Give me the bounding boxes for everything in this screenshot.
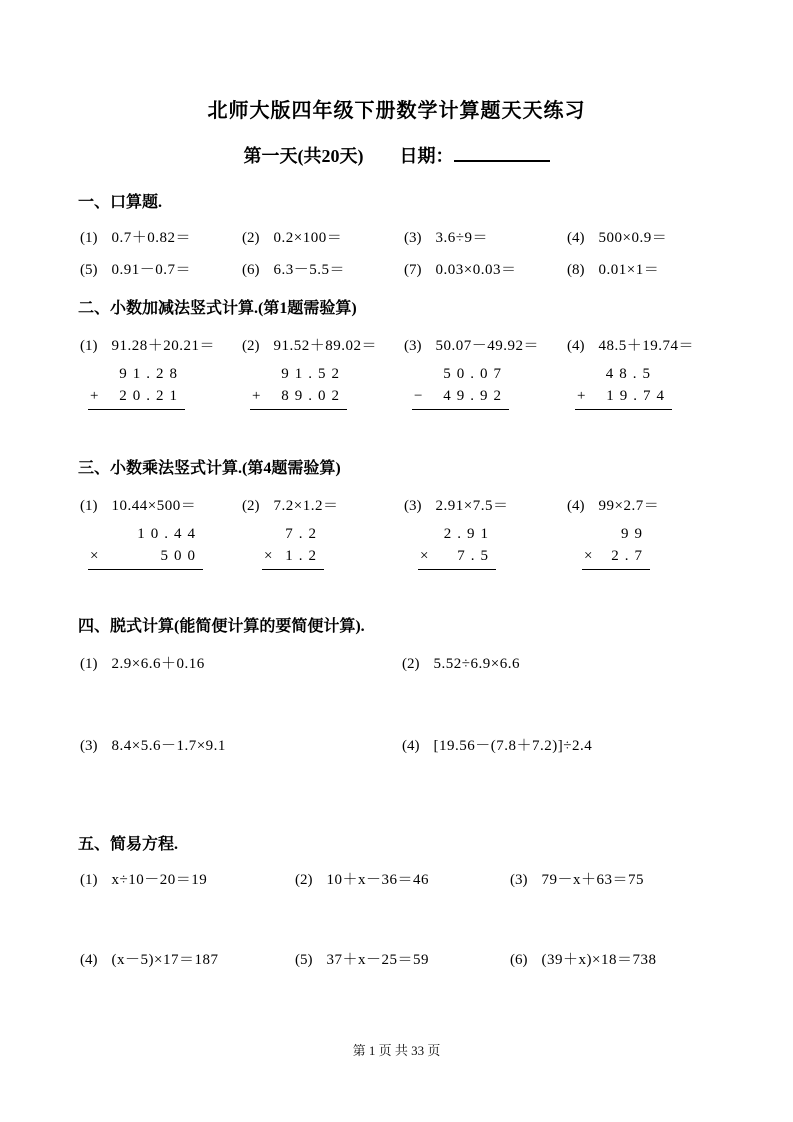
section-decimal-multiplication [78,458,715,570]
worksheet-title: 北师大版四年级下册数学计算题天天练习 [207,100,586,122]
problem-number: (4) [567,498,585,514]
problem-number: (4) [567,338,585,354]
problem-number: (5) [80,262,98,278]
problem-item [80,336,242,356]
problem-expression: x÷10－20＝19 [111,872,208,888]
problem-number: (2) [242,498,260,514]
vertical-operator: + [577,388,586,404]
problem-expression: 10＋x－36＝46 [326,872,430,888]
vertical-bottom-number: 89.02 [281,388,345,404]
problem-number: (2) [402,656,420,672]
vertical-calculation [575,364,672,410]
problem-item [295,950,510,970]
problem-expression: 91.52＋89.02＝ [273,338,378,354]
problem-item [402,654,715,674]
problem-number: (6) [510,952,528,968]
problem-expression: 0.2×100＝ [273,230,343,246]
problem-number: (2) [295,872,313,888]
problem-expression: 10.44×500＝ [111,498,197,514]
problem-row [78,228,715,248]
vertical-top-number: 99 [621,526,648,542]
vertical-calculation [418,524,496,570]
vertical-calc-row [78,524,715,570]
vertical-calculation [582,524,650,570]
problem-expression: 0.7＋0.82＝ [111,230,192,246]
problem-item [242,260,404,280]
problem-item [404,228,567,248]
problem-item [567,336,715,356]
vertical-operator: × [264,548,273,564]
day-count-label: 第一天(共20天) [243,146,364,166]
problem-number: (4) [402,738,420,754]
vertical-bottom-line [262,546,324,570]
vertical-operator: + [90,388,99,404]
problem-number: (8) [567,262,585,278]
page-number: 第 1 页 共 33 页 [352,1043,441,1058]
section-decimal-add-sub [78,298,715,410]
problem-number: (1) [80,872,98,888]
problem-expression: 0.91－0.7＝ [111,262,192,278]
problem-expression: 8.4×5.6－1.7×9.1 [111,738,226,754]
problem-item [80,228,242,248]
problem-expression: 500×0.9＝ [598,230,668,246]
problem-expression: 0.03×0.03＝ [435,262,517,278]
vertical-top-number: 2.91 [443,526,494,542]
problem-expression: (x－5)×17＝187 [111,952,219,968]
problem-number: (3) [404,338,422,354]
problem-number: (2) [242,230,260,246]
worksheet-subtitle [78,144,715,168]
problem-number: (7) [404,262,422,278]
problem-item [242,228,404,248]
problem-item [295,870,510,890]
problem-number: (3) [80,738,98,754]
section-oral-calculation [78,192,715,280]
problem-item [567,228,715,248]
problem-expression: 2.9×6.6＋0.16 [111,656,205,672]
section-stepwise-calculation [78,616,715,756]
vertical-calculation [412,364,509,410]
problem-expression: [19.56－(7.8＋7.2)]÷2.4 [433,738,593,754]
problem-row [78,950,715,970]
vertical-operator: + [252,388,261,404]
section-heading-add-sub: 二、小数加减法竖式计算.(第1题需验算) [78,300,357,317]
problem-number: (3) [404,230,422,246]
problem-number: (4) [567,230,585,246]
vertical-bottom-number: 500 [160,548,201,564]
problem-item [80,870,295,890]
vertical-bottom-number: 7.5 [457,548,494,564]
vertical-bottom-line [575,386,672,410]
problem-number: (3) [404,498,422,514]
problem-number: (5) [295,952,313,968]
problem-item [510,870,715,890]
vertical-bottom-number: 2.7 [611,548,648,564]
date-label: 日期： [399,146,454,166]
problem-expression: 91.28＋20.21＝ [111,338,216,354]
vertical-calculation [88,364,185,410]
problem-expression: 0.01×1＝ [598,262,660,278]
problem-item [404,496,567,516]
vertical-top-number: 10.44 [137,526,201,542]
problem-expression: 5.52÷6.9×6.6 [433,656,520,672]
problem-number: (1) [80,656,98,672]
problem-expression: 48.5＋19.74＝ [598,338,695,354]
problem-number: (2) [242,338,260,354]
section-heading-multiplication: 三、小数乘法竖式计算.(第4题需验算) [78,460,341,477]
vertical-bottom-number: 19.74 [606,388,670,404]
problem-expression: 99×2.7＝ [598,498,660,514]
vertical-calculation [250,364,347,410]
section-heading-stepwise: 四、脱式计算(能简便计算的要简便计算). [78,618,365,635]
problem-row [78,654,715,674]
problem-item [80,736,402,756]
problem-item [402,736,715,756]
vertical-bottom-line [250,386,347,410]
section-heading-equations: 五、简易方程. [78,836,179,853]
vertical-bottom-number: 49.92 [443,388,507,404]
problem-number: (3) [510,872,528,888]
problem-expression: 2.91×7.5＝ [435,498,509,514]
problem-expression: 7.2×1.2＝ [273,498,339,514]
problem-number: (4) [80,952,98,968]
date-field [400,144,550,168]
problem-item [404,260,567,280]
section-simple-equations [78,834,715,970]
problem-expression: (39＋x)×18＝738 [541,952,657,968]
date-blank-line [454,160,550,162]
vertical-bottom-line [88,546,203,570]
vertical-calc-row [78,364,715,410]
problem-number: (1) [80,230,98,246]
vertical-top-number: 91.28 [119,366,183,382]
vertical-calculation [88,524,203,570]
problem-item [80,260,242,280]
problem-number: (1) [80,498,98,514]
vertical-bottom-number: 1.2 [285,548,322,564]
problem-number: (6) [242,262,260,278]
section-heading-oral: 一、口算题. [78,194,163,211]
vertical-operator: × [584,548,593,564]
vertical-bottom-line [582,546,650,570]
vertical-operator: × [420,548,429,564]
problem-expression: 50.07－49.92＝ [435,338,540,354]
problem-row [78,336,715,356]
problem-item [80,950,295,970]
problem-expression: 6.3－5.5＝ [273,262,346,278]
vertical-bottom-line [418,546,496,570]
problem-row [78,260,715,280]
vertical-bottom-line [88,386,185,410]
problem-row [78,496,715,516]
problem-number: (1) [80,338,98,354]
problem-expression: 37＋x－25＝59 [326,952,430,968]
problem-item [510,950,715,970]
problem-expression: 79－x＋63＝75 [541,872,645,888]
vertical-top-number: 7.2 [285,526,322,542]
vertical-bottom-number: 20.21 [119,388,183,404]
problem-row [78,736,715,756]
problem-expression: 3.6÷9＝ [435,230,488,246]
vertical-operator: − [414,388,423,404]
problem-item [404,336,567,356]
problem-item [242,336,404,356]
vertical-calculation [262,524,324,570]
problem-item [242,496,404,516]
vertical-top-number: 48.5 [605,366,656,382]
vertical-operator: × [90,548,99,564]
problem-item [80,496,242,516]
problem-row [78,870,715,890]
vertical-top-number: 50.07 [443,366,507,382]
vertical-bottom-line [412,386,509,410]
problem-item [567,496,715,516]
problem-item [80,654,402,674]
problem-item [567,260,715,280]
vertical-top-number: 91.52 [281,366,345,382]
